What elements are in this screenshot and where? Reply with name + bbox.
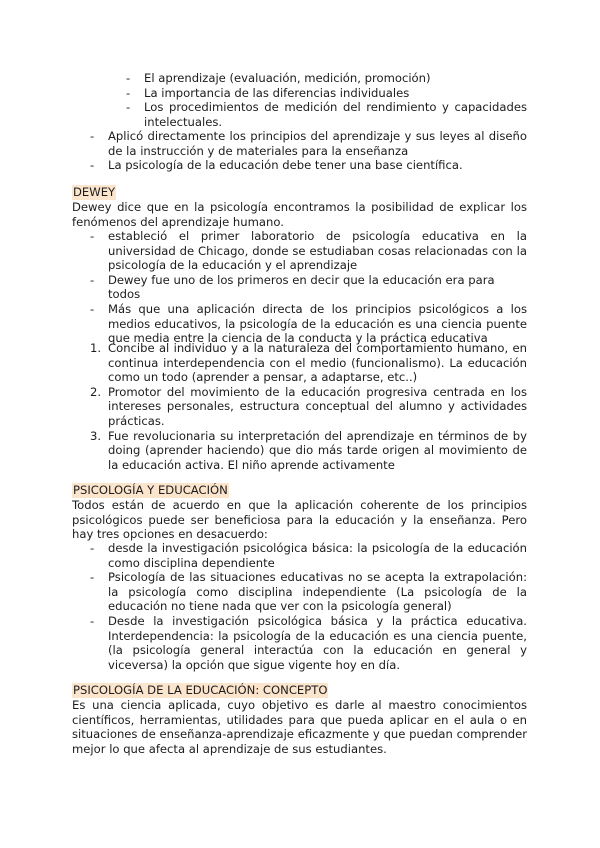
bullet-marker: - xyxy=(90,229,95,243)
list-item-text: Más que una aplicación directa de los principios psicológicos a los medios educativos, la psicología de la educación es una ciencia puente que media entre la ciencia de la conducta y la práctica educativa xyxy=(108,301,527,346)
intro-sublist xyxy=(72,71,527,129)
list-item xyxy=(72,273,527,302)
list-item-text: El aprendizaje (evaluación, medición, promoción) xyxy=(144,71,431,85)
section-dewey-heading-row xyxy=(72,185,527,200)
list-item-text: Aplicó directamente los principios del aprendizaje y sus leyes al diseño de la instrucción y de materiales para la enseñanza xyxy=(108,129,527,158)
section-concepto-heading-row xyxy=(72,683,527,698)
bullet-marker: - xyxy=(90,541,95,555)
numbered-item xyxy=(72,341,527,385)
list-item xyxy=(72,86,527,101)
bullet-marker: - xyxy=(90,301,95,316)
list-item xyxy=(72,100,527,129)
list-item xyxy=(72,541,527,570)
list-item-text: desde la investigación psicológica básica: la psicología de la educación como disciplina dependiente xyxy=(108,541,527,570)
bullet-marker: - xyxy=(90,129,95,143)
list-item xyxy=(72,71,527,86)
list-item-text: Psicología de las situaciones educativas no se acepta la extrapolación: la psicología como disciplina independiente (La psicología de la educación no tiene nada que ver con la psicología general) xyxy=(108,570,527,614)
psico-edu-paragraph: Todos están de acuerdo en que la aplicación coherente de los principios psicológicos puede ser beneficiosa para la educación y la enseñanza. Pero hay tres opciones en desacuerdo: xyxy=(72,498,527,542)
bullet-marker: - xyxy=(126,85,131,100)
section-heading: PSICOLOGÍA Y EDUCACIÓN xyxy=(73,483,228,497)
bullet-marker: - xyxy=(90,613,95,628)
list-item-text: Dewey fue uno de los primeros en decir que la educación era para todos xyxy=(108,272,495,302)
item-number: 3. xyxy=(90,428,102,443)
list-item-text: Desde la investigación psicológica básica y la práctica educativa. Interdependencia: la psicología de la educación es una ciencia puente, (la psicología general interactúa con la educación en general y viceversa) la opción que sigue vigente hoy en día. xyxy=(108,613,527,672)
list-item xyxy=(72,570,527,614)
list-item xyxy=(72,129,527,158)
numbered-item xyxy=(72,385,527,429)
section-heading: PSICOLOGÍA DE LA EDUCACIÓN: CONCEPTO xyxy=(73,683,328,697)
item-number: 1. xyxy=(90,341,102,355)
bullet-marker: - xyxy=(90,158,95,173)
item-number: 2. xyxy=(90,384,102,399)
list-item-text: estableció el primer laboratorio de psicología educativa en la universidad de Chicago, donde se estudiaban cosas relacionadas con la psicología de la educación y el aprendizaje xyxy=(108,229,527,273)
numbered-item-text: Fue revolucionaria su interpretación del aprendizaje en términos de by doing (aprender haciendo) que dio más tarde origen al movimiento de la educación activa. El niño aprende activamente xyxy=(108,428,527,472)
section-psico-edu-heading-row xyxy=(72,483,527,498)
section-heading: DEWEY xyxy=(73,185,116,199)
dewey-paragraph: Dewey dice que en la psicología encontramos la posibilidad de explicar los fenómenos del aprendizaje humano. xyxy=(72,200,527,229)
intro-list xyxy=(72,129,527,173)
dewey-bullets xyxy=(72,229,527,346)
bullet-marker: - xyxy=(126,100,131,115)
list-item-text: La importancia de las diferencias individuales xyxy=(144,85,410,100)
dewey-numbered-list xyxy=(72,341,527,472)
psico-edu-bullets xyxy=(72,541,527,672)
list-item xyxy=(72,158,527,173)
list-item-text: Los procedimientos de medición del rendimiento y capacidades intelectuales. xyxy=(144,100,527,129)
list-item xyxy=(72,229,527,273)
bullet-marker: - xyxy=(90,570,95,585)
list-item xyxy=(72,302,527,346)
numbered-item-text: Promotor del movimiento de la educación progresiva centrada en los intereses personales, estructura conceptual del alumno y actividades prácticas. xyxy=(108,384,527,428)
concepto-paragraph: Es una ciencia aplicada, cuyo objetivo es darle al maestro conocimientos científicos, herramientas, utilidades para que pueda aplicar en el aula o en situaciones de enseñanza-aprendizaje eficazmente y que puedan comprender mejor lo que afecta al aprendizaje de sus estudiantes. xyxy=(72,698,527,756)
list-item-text: La psicología de la educación debe tener una base científica. xyxy=(108,158,463,173)
numbered-item-text: Concibe al individuo y a la naturaleza del comportamiento humano, en continua interdependencia con el medio (funcionalismo). La educación como un todo (aprender a pensar, a adaptarse, etc..) xyxy=(108,341,527,385)
bullet-marker: - xyxy=(90,272,95,287)
bullet-marker: - xyxy=(126,71,131,85)
list-item xyxy=(72,614,527,672)
numbered-item xyxy=(72,429,527,473)
